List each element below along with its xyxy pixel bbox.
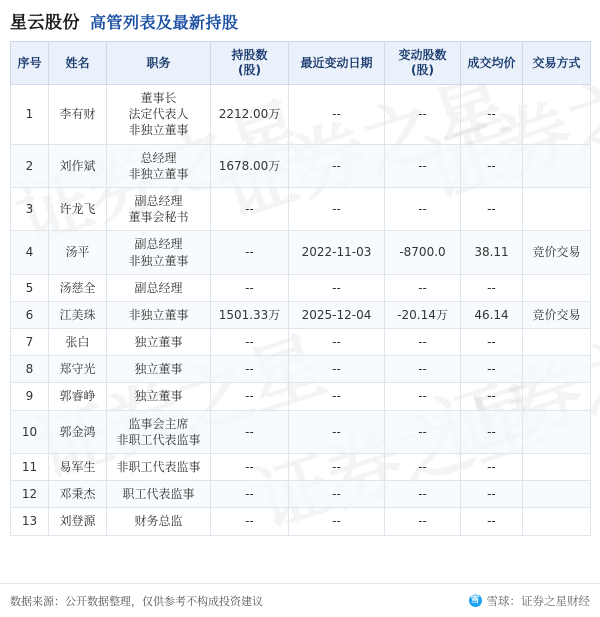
table-row — [11, 301, 591, 328]
cell-avg-price: -- — [461, 481, 523, 508]
table-row — [11, 144, 591, 187]
cell-change-shares: -- — [385, 481, 461, 508]
cell-shares: -- — [211, 508, 289, 535]
page-footer — [0, 583, 600, 617]
table-row — [11, 508, 591, 535]
col-header-line1: 交易方式 — [532, 55, 581, 70]
duty-line: 法定代表人 — [128, 107, 189, 122]
source-brand — [469, 593, 591, 609]
cell-change-date: 2025-12-04 — [289, 301, 385, 328]
cell-shares: -- — [211, 410, 289, 453]
cell-trade-type — [523, 410, 591, 453]
col-header-duty — [107, 42, 211, 85]
source-label: 雪球：证券之星财经 — [486, 593, 590, 608]
cell-index: 1 — [11, 85, 49, 145]
cell-change-shares: -20.14万 — [385, 301, 461, 328]
cell-change-date: -- — [289, 187, 385, 230]
cell-name: 郭金鸿 — [49, 410, 107, 453]
cell-change-date: -- — [289, 85, 385, 145]
cell-index: 8 — [11, 356, 49, 383]
cell-change-date: -- — [289, 356, 385, 383]
cell-change-shares: -8700.0 — [385, 231, 461, 274]
cell-duty — [107, 356, 211, 383]
cell-duty — [107, 301, 211, 328]
cell-trade-type — [523, 508, 591, 535]
cell-index: 2 — [11, 144, 49, 187]
cell-index: 13 — [11, 508, 49, 535]
cell-name: 郭睿峥 — [49, 383, 107, 410]
cell-name: 易军生 — [49, 454, 107, 481]
table-body — [11, 85, 591, 536]
cell-change-shares: -- — [385, 410, 461, 453]
col-header-trade-type — [523, 42, 591, 85]
cell-avg-price: -- — [461, 329, 523, 356]
cell-change-date: -- — [289, 383, 385, 410]
cell-avg-price: -- — [461, 454, 523, 481]
cell-avg-price: -- — [461, 383, 523, 410]
cell-change-date: -- — [289, 329, 385, 356]
cell-duty — [107, 329, 211, 356]
page-header — [0, 0, 600, 41]
cell-shares: 1678.00万 — [211, 144, 289, 187]
duty-line: 副总经理 — [134, 193, 183, 208]
cell-shares: -- — [211, 231, 289, 274]
col-header-line2: (股) — [238, 63, 261, 77]
col-header-line1: 职务 — [146, 55, 171, 70]
cell-shares: 2212.00万 — [211, 85, 289, 145]
col-header-line1: 持股数 — [231, 48, 268, 62]
cell-index: 10 — [11, 410, 49, 453]
col-header-line1: 成交均价 — [467, 55, 516, 70]
cell-change-shares: -- — [385, 454, 461, 481]
cell-change-date: -- — [289, 144, 385, 187]
cell-change-date: -- — [289, 410, 385, 453]
col-header-avg-price — [461, 42, 523, 85]
cell-trade-type — [523, 356, 591, 383]
cell-duty — [107, 481, 211, 508]
cell-trade-type — [523, 454, 591, 481]
duty-line: 董事长 — [140, 91, 177, 105]
table-row — [11, 85, 591, 145]
cell-avg-price: 46.14 — [461, 301, 523, 328]
cell-trade-type — [523, 187, 591, 230]
cell-avg-price: -- — [461, 410, 523, 453]
cell-trade-type — [523, 85, 591, 145]
cell-change-shares: -- — [385, 144, 461, 187]
cell-trade-type — [523, 481, 591, 508]
cell-trade-type — [523, 274, 591, 301]
cell-index: 6 — [11, 301, 49, 328]
table-row — [11, 274, 591, 301]
cell-shares: -- — [211, 329, 289, 356]
table-header-row — [11, 42, 591, 85]
cell-index: 3 — [11, 187, 49, 230]
cell-change-date: -- — [289, 481, 385, 508]
cell-change-date: -- — [289, 454, 385, 481]
cell-duty — [107, 410, 211, 453]
cell-index: 4 — [11, 231, 49, 274]
company-name: 星云股份 — [10, 13, 80, 33]
cell-shares: -- — [211, 481, 289, 508]
cell-name: 李有财 — [49, 85, 107, 145]
col-header-line1: 姓名 — [65, 55, 90, 70]
cell-change-shares: -- — [385, 187, 461, 230]
duty-line: 监事会主席 — [128, 416, 189, 431]
cell-duty — [107, 144, 211, 187]
table-row — [11, 329, 591, 356]
table-row — [11, 356, 591, 383]
duty-line: 独立董事 — [134, 335, 183, 350]
data-source-note: 数据来源：公开数据整理，仅供参考不构成投资建议 — [10, 594, 263, 608]
cell-duty — [107, 187, 211, 230]
cell-avg-price: -- — [461, 274, 523, 301]
duty-line: 副总经理 — [134, 280, 183, 295]
cell-name: 刘登源 — [49, 508, 107, 535]
cell-change-shares: -- — [385, 274, 461, 301]
cell-name: 汤平 — [49, 231, 107, 274]
col-header-change-date — [289, 42, 385, 85]
cell-index: 12 — [11, 481, 49, 508]
cell-change-shares: -- — [385, 85, 461, 145]
duty-line: 总经理 — [140, 150, 177, 165]
cell-name: 刘作斌 — [49, 144, 107, 187]
duty-line: 副总经理 — [134, 237, 183, 252]
cell-name: 郑守光 — [49, 356, 107, 383]
col-header-shares — [211, 42, 289, 85]
cell-duty — [107, 85, 211, 145]
duty-line: 董事会秘书 — [128, 210, 189, 225]
duty-line: 独立董事 — [134, 362, 183, 377]
table-row — [11, 383, 591, 410]
cell-duty — [107, 231, 211, 274]
cell-change-date: 2022-11-03 — [289, 231, 385, 274]
cell-shares: -- — [211, 454, 289, 481]
cell-duty — [107, 454, 211, 481]
cell-shares: 1501.33万 — [211, 301, 289, 328]
cell-name: 邓秉杰 — [49, 481, 107, 508]
col-header-change-shares — [385, 42, 461, 85]
cell-trade-type — [523, 329, 591, 356]
table-row — [11, 454, 591, 481]
cell-change-shares: -- — [385, 383, 461, 410]
cell-shares: -- — [211, 187, 289, 230]
page-title: 高管列表及最新持股 — [90, 13, 239, 32]
cell-name: 许龙飞 — [49, 187, 107, 230]
cell-avg-price: -- — [461, 144, 523, 187]
cell-name: 张白 — [49, 329, 107, 356]
duty-line: 非职工代表监事 — [116, 460, 201, 474]
cell-change-shares: -- — [385, 356, 461, 383]
duty-line: 非职工代表监事 — [116, 432, 201, 447]
cell-avg-price: 38.11 — [461, 231, 523, 274]
cell-index: 7 — [11, 329, 49, 356]
table-row — [11, 231, 591, 274]
cell-avg-price: -- — [461, 85, 523, 145]
table-row — [11, 410, 591, 453]
cell-trade-type: 竞价交易 — [523, 231, 591, 274]
col-header-line1: 变动股数 — [398, 48, 447, 62]
cell-name: 江美珠 — [49, 301, 107, 328]
cell-duty — [107, 508, 211, 535]
duty-line: 非独立董事 — [128, 123, 189, 138]
duty-line: 非独立董事 — [128, 166, 189, 181]
cell-change-shares: -- — [385, 329, 461, 356]
col-header-name — [49, 42, 107, 85]
cell-avg-price: -- — [461, 508, 523, 535]
table-row — [11, 481, 591, 508]
duty-line: 财务总监 — [134, 514, 183, 529]
cell-shares: -- — [211, 383, 289, 410]
cell-name: 汤慈全 — [49, 274, 107, 301]
col-header-line2: (股) — [411, 63, 434, 77]
cell-index: 5 — [11, 274, 49, 301]
xueqiu-icon: 雪 — [470, 595, 480, 605]
cell-avg-price: -- — [461, 187, 523, 230]
cell-trade-type: 竞价交易 — [523, 301, 591, 328]
cell-shares: -- — [211, 274, 289, 301]
cell-change-date: -- — [289, 508, 385, 535]
duty-line: 非独立董事 — [128, 253, 189, 268]
cell-shares: -- — [211, 356, 289, 383]
cell-index: 9 — [11, 383, 49, 410]
cell-trade-type — [523, 383, 591, 410]
col-header-index — [11, 42, 49, 85]
cell-avg-price: -- — [461, 356, 523, 383]
duty-line: 职工代表监事 — [122, 487, 195, 502]
executives-table — [10, 41, 591, 536]
cell-duty — [107, 383, 211, 410]
duty-line: 独立董事 — [134, 389, 183, 404]
cell-trade-type — [523, 144, 591, 187]
cell-duty — [107, 274, 211, 301]
duty-line: 非独立董事 — [128, 307, 189, 322]
cell-change-date: -- — [289, 274, 385, 301]
col-header-line1: 最近变动日期 — [300, 55, 373, 70]
table-row — [11, 187, 591, 230]
col-header-line1: 序号 — [17, 55, 42, 70]
cell-change-shares: -- — [385, 508, 461, 535]
cell-index: 11 — [11, 454, 49, 481]
